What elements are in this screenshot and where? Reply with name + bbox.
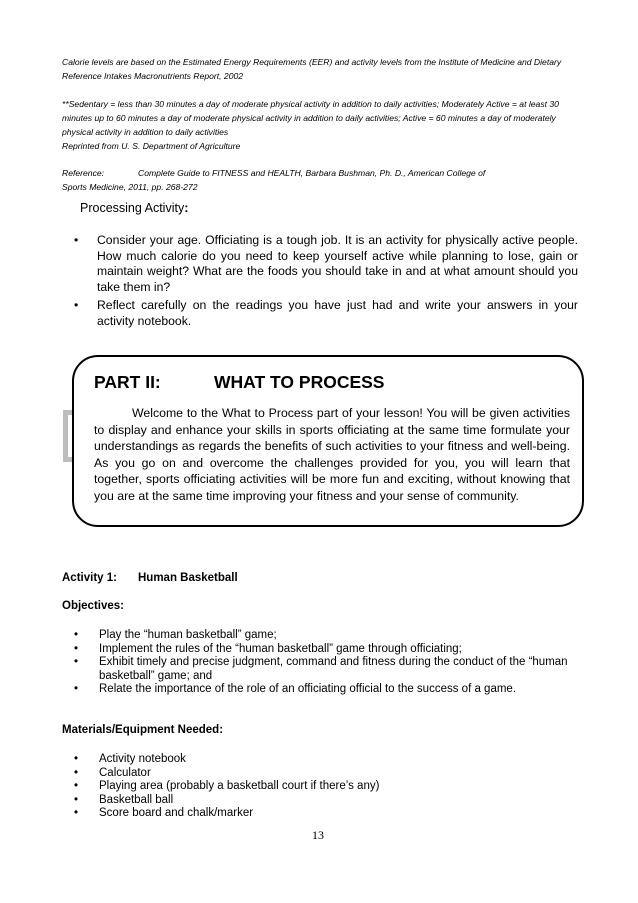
materials-list [74, 753, 574, 821]
activity-title: Human Basketball [138, 572, 238, 584]
activity-level-footnote: **Sedentary = less than 30 minutes a day of moderate physical activity in addition to daily activities; Moderately Active = at least 30 minutes up to 60 minutes a day of moderate physical activity in addition to daily activities; Active = 60 minutes a day of moderately physical activity in addition to daily activities [62, 99, 559, 137]
material-text: Calculator [99, 766, 151, 779]
bullet-icon: • [74, 766, 79, 779]
objectives-list [74, 629, 574, 697]
material-text: Activity notebook [99, 753, 186, 765]
objective-text: Implement the rules of the “human basketball” game through officiating; [99, 642, 462, 655]
processing-bullet-2 [74, 298, 578, 329]
bullet-icon: • [74, 233, 79, 247]
reference-line-2: Sports Medicine, 2011, pp. 268-272 [62, 182, 198, 192]
bullet-icon: • [74, 656, 79, 669]
list-item [74, 656, 574, 683]
material-text: Playing area (probably a basketball court if there’s any) [99, 780, 380, 793]
processing-bullet-text: Reflect carefully on the readings you have just had and write your answers in your activity notebook. [97, 298, 578, 328]
list-item [74, 767, 574, 781]
material-text: Score board and chalk/marker [99, 807, 254, 820]
objective-text: Play the “human basketball” game; [99, 629, 277, 641]
bullet-icon: • [74, 753, 79, 765]
processing-heading-text: Processing Activity [80, 201, 185, 215]
material-text: Basketball ball [99, 793, 174, 806]
bullet-icon: • [74, 807, 79, 820]
list-item [74, 807, 574, 821]
list-item [74, 753, 574, 767]
reference-line [62, 166, 485, 180]
list-item [74, 643, 574, 657]
objective-text: Relate the importance of the role of an officiating official to the success of a game. [99, 683, 517, 696]
processing-bullet-text: Consider your age. Officiating is a tough job. It is an activity for physically active people. How much calorie do you need to keep yourself active while planning to lose, gain or maintain weight? What are the foods you should take in and at what amount should you take them in? [97, 233, 578, 294]
list-item [74, 683, 574, 697]
objective-text: Exhibit timely and precise judgment, command and fitness during the conduct of the “human basketball” game; and [99, 656, 568, 682]
bullet-icon: • [74, 629, 79, 641]
list-item [74, 794, 574, 808]
bullet-icon: • [74, 683, 79, 696]
list-item [74, 629, 574, 643]
activity-label: Activity 1: [62, 572, 117, 584]
bullet-icon: • [74, 780, 79, 793]
processing-bullet-1 [74, 233, 578, 295]
bullet-icon: • [74, 642, 79, 655]
bullet-icon: • [74, 793, 79, 806]
processing-activity-heading [80, 201, 188, 215]
page-number: 13 [312, 828, 324, 842]
materials-heading: Materials/Equipment Needed: [62, 724, 224, 736]
list-item [74, 780, 574, 794]
reprinted-note: Reprinted from U. S. Department of Agriculture [62, 141, 241, 151]
reference-text: Complete Guide to FITNESS and HEALTH, Barbara Bushman, Ph. D., American College of [138, 168, 486, 178]
reference-label: Reference: [62, 168, 105, 178]
processing-heading-colon: : [184, 201, 189, 215]
calorie-footnote: Calorie levels are based on the Estimated Energy Requirements (EER) and activity levels from the Institute of Medicine and Dietary Reference Intakes Macronutrients Report, 2002 [62, 57, 562, 81]
part-label: PART II: [94, 372, 161, 392]
objectives-heading: Objectives: [62, 600, 124, 612]
bullet-icon: • [74, 298, 79, 312]
welcome-paragraph: Welcome to the What to Process part of your lesson! You will be given activities to display and enhance your skills in sports officiating at the same time formulate your understandings as regards the benefits of such activities to your fitness and well-being. As you go on and overcome the challenges provided for you, you will learn that together, sports officiating activities will be more fun and exciting, without knowing that you are at the same time improving your fitness and your sense of community. [94, 406, 570, 503]
part-title: WHAT TO PROCESS [214, 372, 385, 392]
